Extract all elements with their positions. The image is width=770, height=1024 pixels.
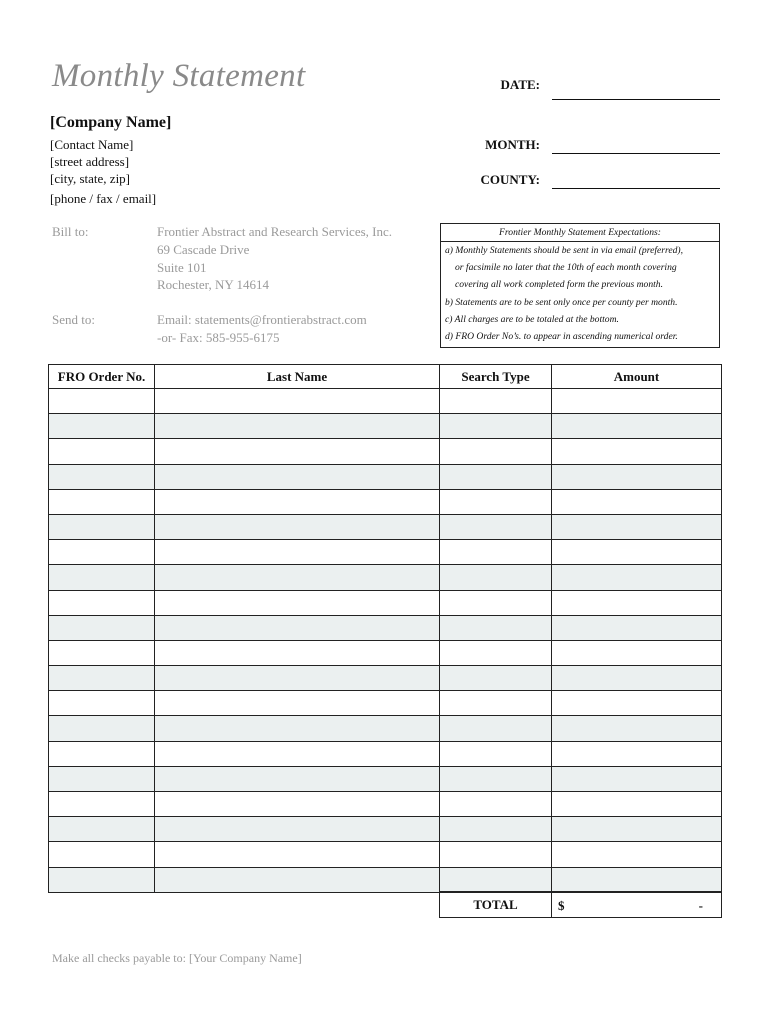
expectation-line: or facsimile no later that the 10th of each month covering xyxy=(455,262,677,273)
last-name-cell[interactable] xyxy=(155,389,440,414)
fro-order-cell[interactable] xyxy=(49,691,155,716)
city-state-zip: [city, state, zip] xyxy=(50,171,131,186)
amount-cell[interactable] xyxy=(552,464,722,489)
search-type-cell[interactable] xyxy=(440,389,552,414)
amount-cell[interactable] xyxy=(552,565,722,590)
last-name-cell[interactable] xyxy=(155,615,440,640)
amount-cell[interactable] xyxy=(552,716,722,741)
fro-order-cell[interactable] xyxy=(49,640,155,665)
table-row xyxy=(49,414,722,439)
table-row xyxy=(49,565,722,590)
last-name-cell[interactable] xyxy=(155,766,440,791)
fro-order-cell[interactable] xyxy=(49,590,155,615)
fro-order-cell[interactable] xyxy=(49,867,155,892)
search-type-cell[interactable] xyxy=(440,691,552,716)
bill-to-line2: 69 Cascade Drive xyxy=(157,242,250,257)
table-row xyxy=(49,439,722,464)
send-to-label: Send to: xyxy=(52,312,95,327)
street-address: [street address] xyxy=(50,154,130,169)
expectation-line: c) All charges are to be totaled at the bottom. xyxy=(445,314,619,325)
search-type-cell[interactable] xyxy=(440,565,552,590)
expectation-line: d) FRO Order No’s. to appear in ascending numerical order. xyxy=(445,331,678,342)
amount-cell[interactable] xyxy=(552,792,722,817)
fro-order-cell[interactable] xyxy=(49,565,155,590)
search-type-cell[interactable] xyxy=(440,741,552,766)
expectations-title: Frontier Monthly Statement Expectations: xyxy=(499,227,661,238)
fro-order-cell[interactable] xyxy=(49,389,155,414)
total-value: - xyxy=(698,898,703,913)
bill-to-label: Bill to: xyxy=(52,224,89,239)
expectation-line: b) Statements are to be sent only once per county per month. xyxy=(445,297,678,308)
amount-cell[interactable] xyxy=(552,817,722,842)
county-field[interactable] xyxy=(552,188,720,189)
search-type-cell[interactable] xyxy=(440,867,552,892)
amount-cell[interactable] xyxy=(552,439,722,464)
last-name-cell[interactable] xyxy=(155,867,440,892)
amount-cell[interactable] xyxy=(552,389,722,414)
month-field[interactable] xyxy=(552,153,720,154)
table-row xyxy=(49,464,722,489)
search-type-cell[interactable] xyxy=(440,766,552,791)
fro-order-cell[interactable] xyxy=(49,514,155,539)
search-type-cell[interactable] xyxy=(440,439,552,464)
table-row xyxy=(49,867,722,892)
search-type-cell[interactable] xyxy=(440,514,552,539)
amount-cell[interactable] xyxy=(552,640,722,665)
table-row xyxy=(49,540,722,565)
last-name-cell[interactable] xyxy=(155,741,440,766)
amount-cell[interactable] xyxy=(552,666,722,691)
expectations-box xyxy=(440,223,720,348)
amount-cell[interactable] xyxy=(552,489,722,514)
column-header-last-name: Last Name xyxy=(155,365,440,389)
column-header-amount: Amount xyxy=(552,365,722,389)
last-name-cell[interactable] xyxy=(155,489,440,514)
amount-cell[interactable] xyxy=(552,514,722,539)
fro-order-cell[interactable] xyxy=(49,615,155,640)
search-type-cell[interactable] xyxy=(440,792,552,817)
table-row xyxy=(49,514,722,539)
page-title: Monthly Statement xyxy=(52,58,306,94)
send-to-fax: -or- Fax: 585-955-6175 xyxy=(157,330,280,345)
search-type-cell[interactable] xyxy=(440,640,552,665)
table-row xyxy=(49,817,722,842)
search-type-cell[interactable] xyxy=(440,615,552,640)
table-row xyxy=(49,666,722,691)
expectation-line: a) Monthly Statements should be sent in via email (preferred), xyxy=(445,245,684,256)
total-label: TOTAL xyxy=(440,892,552,918)
fro-order-cell[interactable] xyxy=(49,842,155,867)
checks-payable-note: Make all checks payable to: [Your Company Name] xyxy=(52,951,302,965)
last-name-cell[interactable] xyxy=(155,590,440,615)
column-header-search-type: Search Type xyxy=(440,365,552,389)
last-name-cell[interactable] xyxy=(155,514,440,539)
fro-order-cell[interactable] xyxy=(49,439,155,464)
amount-cell[interactable] xyxy=(552,540,722,565)
fro-order-cell[interactable] xyxy=(49,766,155,791)
month-label: MONTH: xyxy=(485,137,540,152)
fro-order-cell[interactable] xyxy=(49,741,155,766)
table-row xyxy=(49,489,722,514)
phone-fax-email: [phone / fax / email] xyxy=(50,191,157,206)
amount-cell[interactable] xyxy=(552,842,722,867)
bill-to-line4: Rochester, NY 14614 xyxy=(157,277,270,292)
search-type-cell[interactable] xyxy=(440,489,552,514)
total-amount-cell[interactable] xyxy=(552,892,722,918)
send-to-email[interactable]: Email: statements@frontierabstract.com xyxy=(157,312,367,327)
table-row xyxy=(49,615,722,640)
search-type-cell[interactable] xyxy=(440,716,552,741)
fro-order-cell[interactable] xyxy=(49,464,155,489)
amount-cell[interactable] xyxy=(552,867,722,892)
table-row xyxy=(49,691,722,716)
last-name-cell[interactable] xyxy=(155,439,440,464)
amount-cell[interactable] xyxy=(552,766,722,791)
bill-to-line3: Suite 101 xyxy=(157,260,207,275)
date-label: DATE: xyxy=(500,77,540,92)
expectations-divider xyxy=(441,241,719,242)
fro-order-cell[interactable] xyxy=(49,540,155,565)
total-currency: $ xyxy=(558,898,565,913)
bill-to-line1: Frontier Abstract and Research Services, Inc. xyxy=(157,224,393,239)
amount-cell[interactable] xyxy=(552,691,722,716)
table-row xyxy=(49,389,722,414)
search-type-cell[interactable] xyxy=(440,817,552,842)
search-type-cell[interactable] xyxy=(440,540,552,565)
table-header-row xyxy=(49,365,722,389)
last-name-cell[interactable] xyxy=(155,817,440,842)
search-type-cell[interactable] xyxy=(440,590,552,615)
table-row xyxy=(49,716,722,741)
amount-cell[interactable] xyxy=(552,414,722,439)
table-row xyxy=(49,842,722,867)
total-table xyxy=(439,891,722,918)
fro-order-cell[interactable] xyxy=(49,792,155,817)
last-name-cell[interactable] xyxy=(155,414,440,439)
last-name-cell[interactable] xyxy=(155,464,440,489)
last-name-cell[interactable] xyxy=(155,842,440,867)
amount-cell[interactable] xyxy=(552,615,722,640)
column-header-fro-order: FRO Order No. xyxy=(49,365,155,389)
last-name-cell[interactable] xyxy=(155,716,440,741)
table-row xyxy=(49,741,722,766)
fro-order-cell[interactable] xyxy=(49,716,155,741)
table-row xyxy=(49,590,722,615)
amount-cell[interactable] xyxy=(552,741,722,766)
fro-order-cell[interactable] xyxy=(49,414,155,439)
total-row xyxy=(440,892,722,918)
date-field[interactable] xyxy=(552,99,720,100)
search-type-cell[interactable] xyxy=(440,464,552,489)
last-name-cell[interactable] xyxy=(155,540,440,565)
search-type-cell[interactable] xyxy=(440,666,552,691)
county-label: COUNTY: xyxy=(480,172,540,187)
search-type-cell[interactable] xyxy=(440,414,552,439)
fro-order-cell[interactable] xyxy=(49,817,155,842)
last-name-cell[interactable] xyxy=(155,565,440,590)
statement-table xyxy=(48,364,722,893)
table-row xyxy=(49,640,722,665)
amount-cell[interactable] xyxy=(552,590,722,615)
last-name-cell[interactable] xyxy=(155,666,440,691)
fro-order-cell[interactable] xyxy=(49,489,155,514)
fro-order-cell[interactable] xyxy=(49,666,155,691)
company-name: [Company Name] xyxy=(50,114,172,131)
last-name-cell[interactable] xyxy=(155,792,440,817)
table-row xyxy=(49,792,722,817)
table-row xyxy=(49,766,722,791)
contact-name: [Contact Name] xyxy=(50,137,134,152)
expectation-line: covering all work completed form the previous month. xyxy=(455,279,664,290)
last-name-cell[interactable] xyxy=(155,640,440,665)
last-name-cell[interactable] xyxy=(155,691,440,716)
search-type-cell[interactable] xyxy=(440,842,552,867)
